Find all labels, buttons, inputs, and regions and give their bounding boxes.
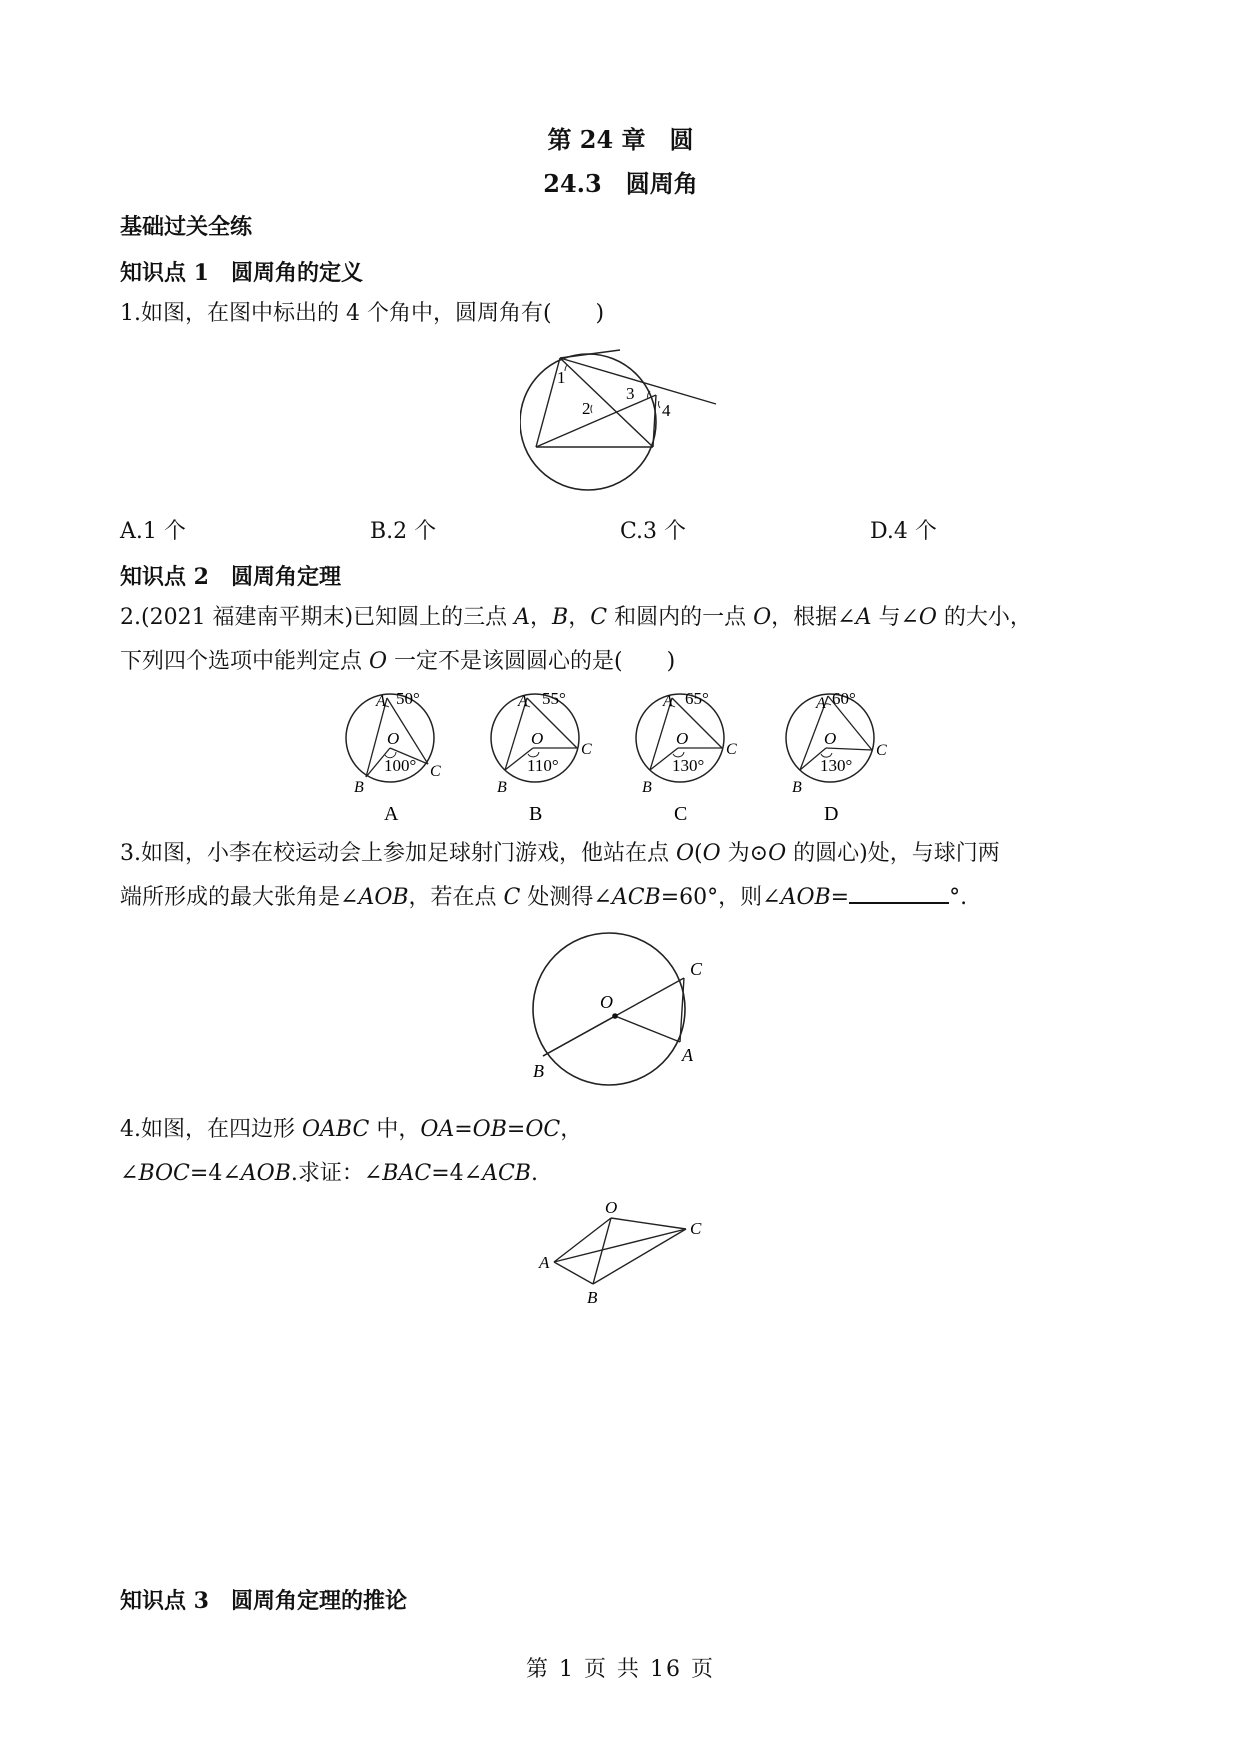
angle-label-2: 2 xyxy=(582,399,591,418)
knowledge-point-1: 知识点 1 圆周角的定义 xyxy=(120,260,363,286)
question-2-line-2: 下列四个选项中能判定点 O 一定不是该圆圆心的是( ) xyxy=(120,649,676,674)
question-3-line-2: 端所形成的最大张角是∠AOB，若在点 C 处测得∠ACB=60°，则∠AOB= °. xyxy=(120,876,967,920)
svg-text:C: C xyxy=(430,763,441,780)
question-1-text: 1.如图，在图中标出的 4 个角中，圆周角有( ) xyxy=(120,301,605,326)
figure-b xyxy=(491,689,592,825)
knowledge-point-2: 知识点 2 圆周角定理 xyxy=(120,564,341,590)
figure-d xyxy=(786,689,887,825)
figure-c xyxy=(636,689,737,825)
figure-b-center-angle: 110° xyxy=(527,756,559,775)
q4-label-a: A xyxy=(539,1253,550,1272)
q4-label-b: B xyxy=(587,1288,598,1307)
svg-text:A: A xyxy=(663,693,673,710)
svg-text:O: O xyxy=(824,729,837,748)
figure-c-tag: C xyxy=(674,803,688,825)
section-title: 24.3 圆周角 xyxy=(543,169,698,198)
svg-text:B: B xyxy=(642,779,652,796)
option-c: C.3 个 xyxy=(620,519,687,544)
svg-text:C: C xyxy=(581,741,592,758)
figure-c-center-angle: 130° xyxy=(672,756,705,775)
option-d: D.4 个 xyxy=(870,519,937,544)
svg-text:A: A xyxy=(816,695,826,712)
svg-text:C: C xyxy=(876,742,887,759)
label-b: B xyxy=(533,1061,544,1081)
question-4-line-2: ∠BOC=4∠AOB.求证：∠BAC=4∠ACB. xyxy=(120,1161,538,1186)
label-a: A xyxy=(682,1045,693,1065)
question-4-figure xyxy=(530,1200,720,1310)
option-b: B.2 个 xyxy=(370,519,437,544)
svg-text:B: B xyxy=(354,779,364,796)
question-2-line-1: 2.(2021 福建南平期末)已知圆上的三点 A，B，C 和圆内的一点 O，根据∠A 与∠O 的大小， xyxy=(120,605,1032,630)
figure-d-center-angle: 130° xyxy=(820,756,853,775)
svg-text:B: B xyxy=(497,779,507,796)
question-2-figures xyxy=(340,686,920,826)
question-3-line-1: 3.如图，小李在校运动会上参加足球射门游戏，他站在点 O(O 为⊙O 的圆心)处，与球门两 xyxy=(120,841,1000,866)
q4-label-c: C xyxy=(690,1219,702,1238)
answer-blank[interactable] xyxy=(849,882,949,904)
svg-text:A: A xyxy=(376,693,386,710)
q4-label-o: O xyxy=(605,1200,618,1217)
chapter-title: 第 24 章 圆 xyxy=(547,125,694,154)
svg-text:A: A xyxy=(518,693,528,710)
figure-a xyxy=(346,689,441,825)
svg-text:O: O xyxy=(387,729,400,748)
svg-text:C: C xyxy=(726,741,737,758)
svg-text:B: B xyxy=(792,779,802,796)
angle-label-4: 4 xyxy=(662,401,671,420)
option-a: A.1 个 xyxy=(120,519,186,544)
question-3-figure xyxy=(525,930,725,1090)
svg-text:O: O xyxy=(676,729,689,748)
page-footer: 第 1 页 共 16 页 xyxy=(526,1657,715,1682)
figure-b-angle: 55° xyxy=(542,689,566,708)
angle-label-1: 1 xyxy=(557,368,566,387)
angle-label-3: 3 xyxy=(626,384,635,403)
knowledge-point-3: 知识点 3 圆周角定理的推论 xyxy=(120,1588,407,1614)
figure-d-angle: 60° xyxy=(832,689,856,708)
figure-a-angle: 50° xyxy=(396,689,420,708)
figure-c-angle: 65° xyxy=(685,689,709,708)
figure-a-center-angle: 100° xyxy=(384,756,417,775)
svg-text:O: O xyxy=(531,729,544,748)
label-o: O xyxy=(600,992,613,1012)
label-c: C xyxy=(690,959,703,979)
question-1-figure xyxy=(520,345,720,505)
question-4-line-1: 4.如图，在四边形 OABC 中，OA=OB=OC， xyxy=(120,1117,583,1142)
figure-a-tag: A xyxy=(384,803,399,825)
figure-b-tag: B xyxy=(529,803,543,825)
practice-heading: 基础过关全练 xyxy=(120,214,253,240)
figure-d-tag: D xyxy=(824,803,839,825)
